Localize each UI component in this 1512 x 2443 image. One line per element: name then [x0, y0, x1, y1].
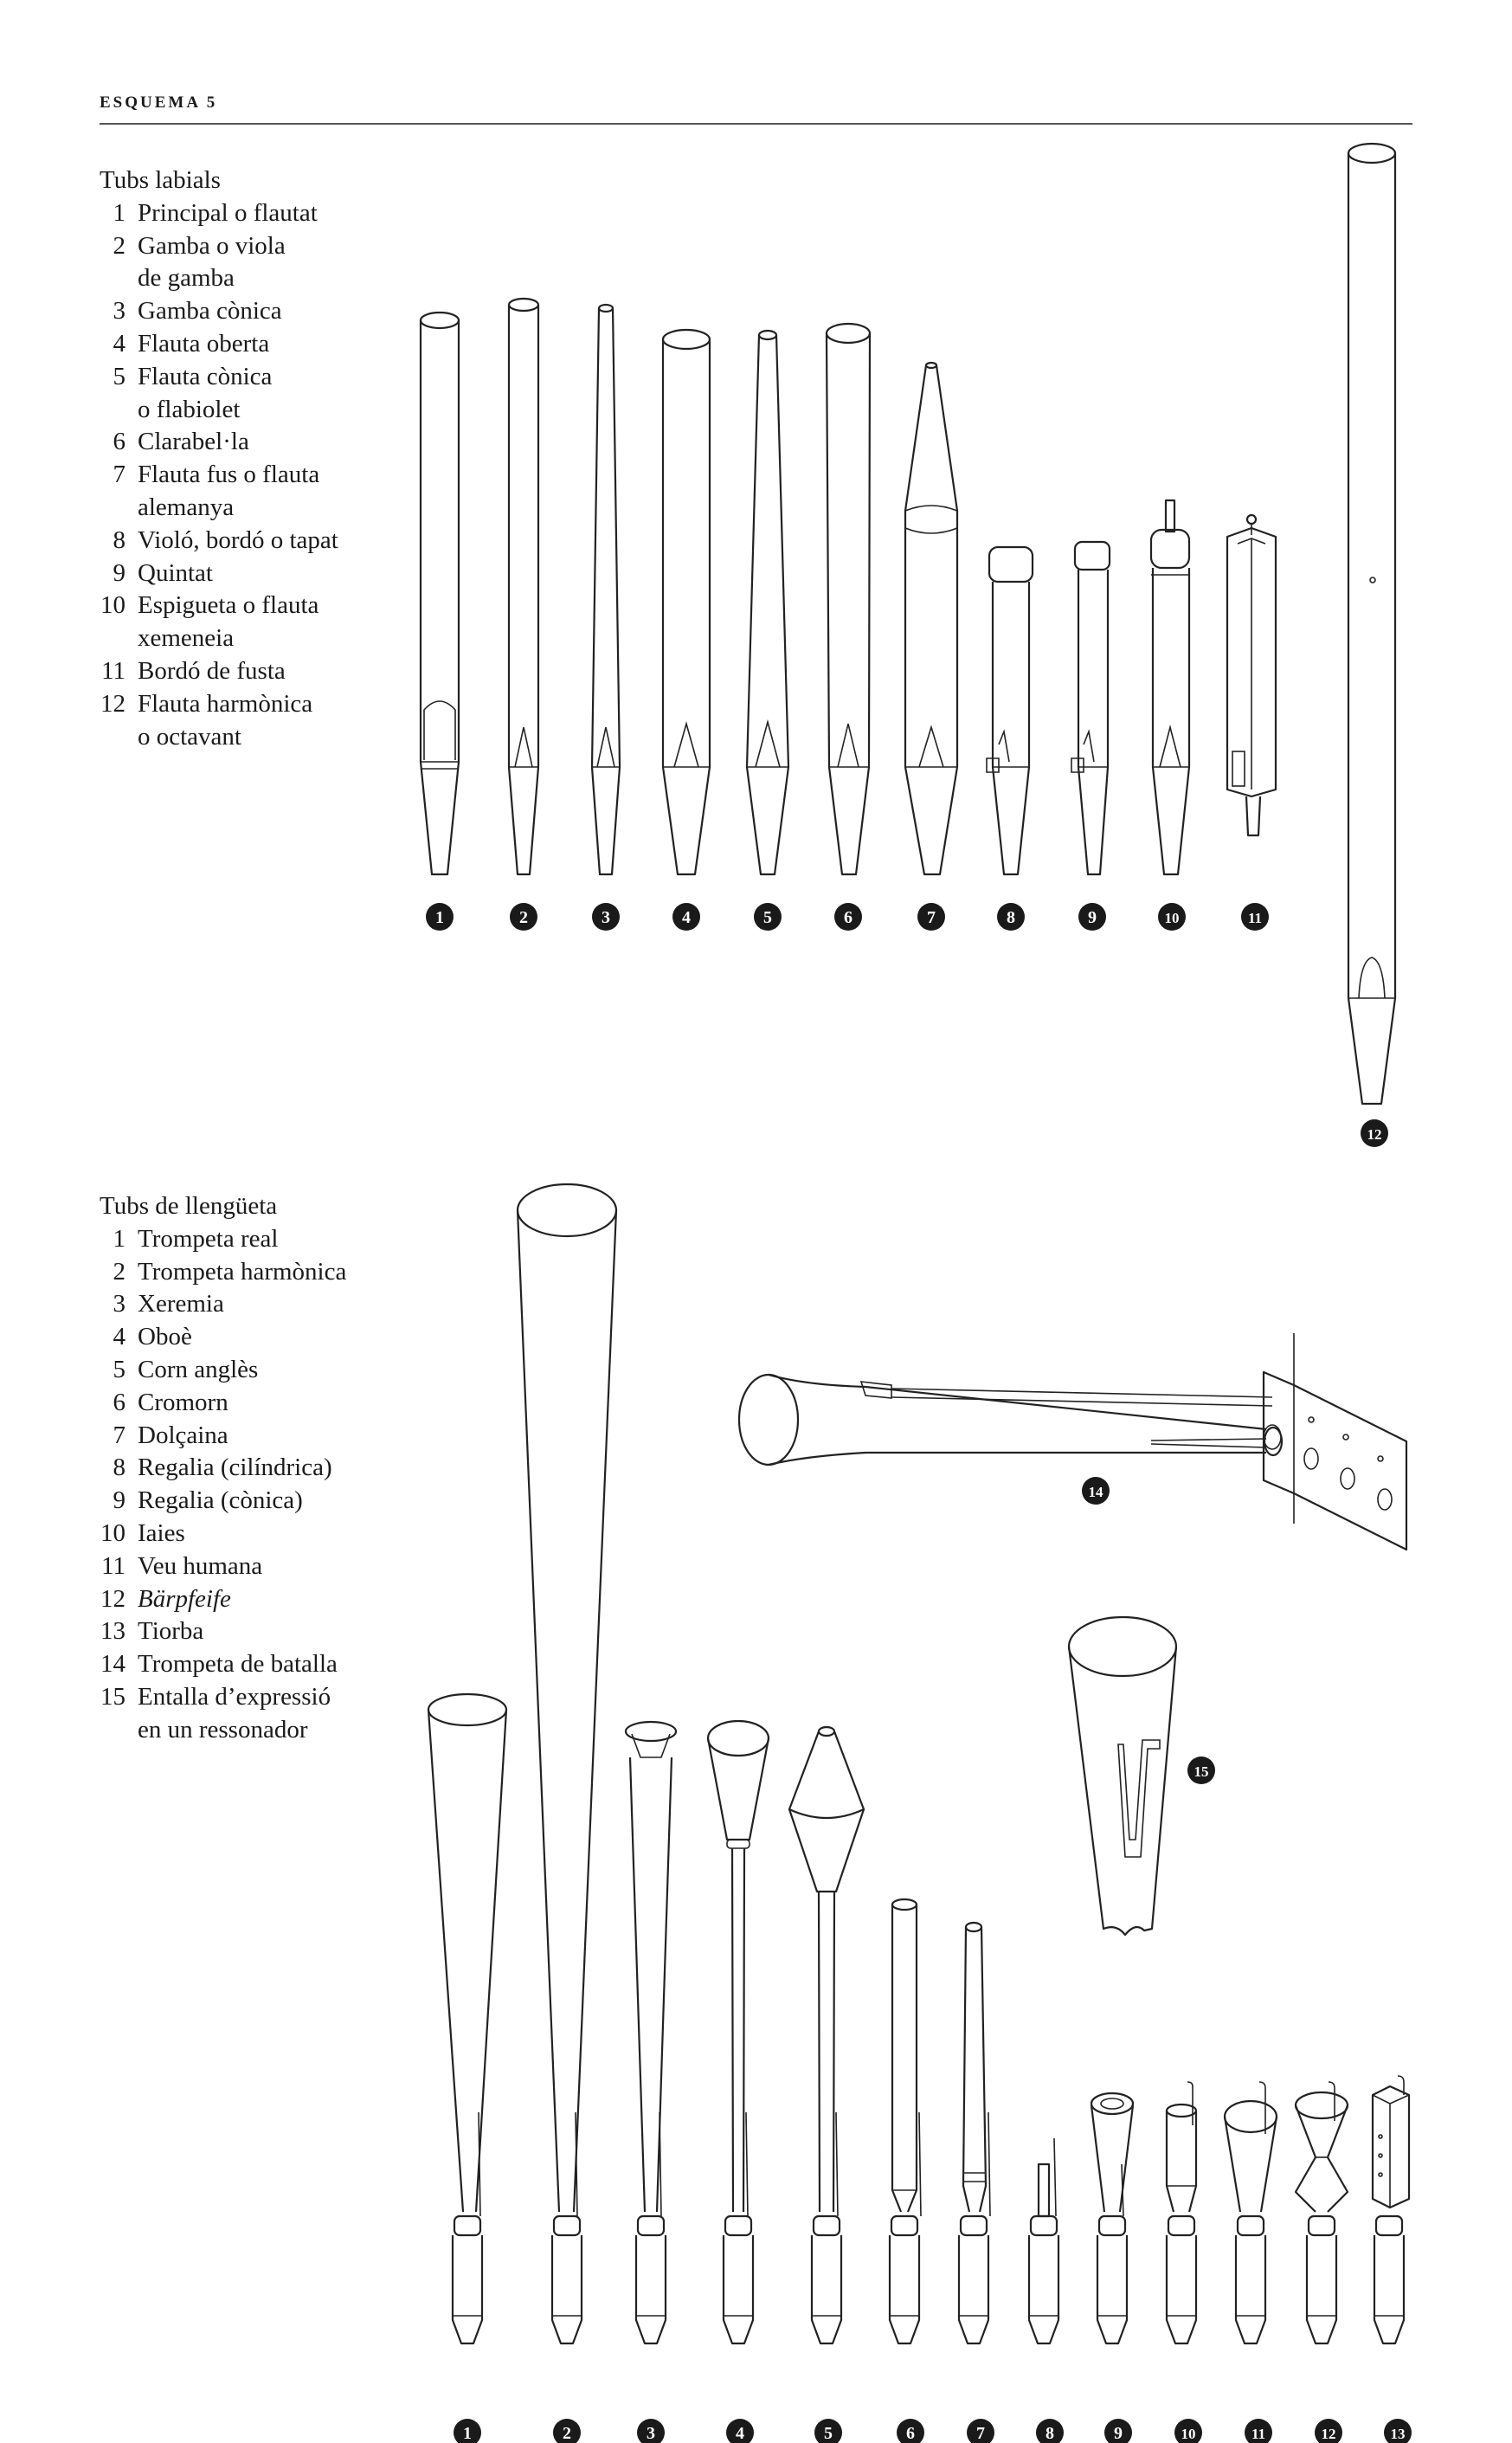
reed-pipe-14-horizontal-trumpet [739, 1333, 1406, 1550]
legend-item-label: Gamba cònica [138, 297, 282, 326]
labials-figure-number-9 [1078, 903, 1106, 931]
badge-number: 8 [1046, 2424, 1054, 2443]
reed-pipe-12 [1296, 2082, 1348, 2343]
legend-item-number: 3 [113, 297, 125, 326]
legend-item-number: 8 [113, 1454, 125, 1482]
badge-number: 11 [1247, 910, 1263, 926]
labials-figure-number-3 [592, 903, 620, 931]
labial-pipe-12 [1348, 144, 1395, 1104]
legend-item-label: Trompeta harmònica [138, 1257, 347, 1286]
legend-item-number: 12 [100, 689, 125, 718]
reed-pipe-9 [1091, 2093, 1133, 2343]
badge-number: 8 [1007, 908, 1015, 927]
badge-number: 11 [1251, 2426, 1266, 2442]
legend-item-label: Veu humana [138, 1551, 263, 1580]
badge-number: 2 [519, 908, 528, 927]
legend-item-label: Trompeta real [138, 1224, 279, 1253]
reed-pipe-11 [1225, 2082, 1277, 2343]
reed-pipe-5 [789, 1727, 864, 2343]
legend-item-number: 2 [113, 231, 125, 260]
badge-number: 10 [1164, 910, 1180, 926]
badge-number: 7 [976, 2424, 985, 2443]
reeds-figure-number-3 [637, 2419, 665, 2443]
badge-number: 2 [563, 2424, 571, 2443]
reed-pipe-3 [626, 1722, 676, 2343]
reed-pipe-4 [708, 1721, 769, 2343]
badge-number: 10 [1181, 2426, 1196, 2442]
legend-item-label: Oboè [138, 1323, 192, 1351]
reeds-figure-number-2 [553, 2419, 581, 2443]
reed-pipe-8 [1029, 2138, 1058, 2343]
labials-figure-number-6 [834, 903, 862, 931]
reed-pipe-1 [428, 1694, 506, 2343]
labial-pipe-8 [987, 547, 1033, 874]
labial-pipe-4 [663, 330, 710, 874]
legend-item-label: Cromorn [138, 1388, 228, 1416]
badge-number: 5 [763, 908, 772, 927]
labial-pipe-10 [1151, 500, 1189, 874]
badge-number: 6 [844, 908, 853, 927]
legend-item-number: 3 [113, 1290, 125, 1318]
legend-item-number: 11 [101, 1551, 125, 1580]
badge-number: 9 [1088, 908, 1097, 927]
legend-item-number: 7 [113, 1421, 125, 1449]
legend-item-label: Tiorba [138, 1617, 204, 1646]
legend-item-number: 9 [113, 1486, 125, 1515]
reed-pipe-2 [518, 1184, 616, 2343]
legend-item-number: 7 [113, 461, 125, 489]
labials-figure-number-11 [1241, 903, 1269, 931]
legend-item-number: 1 [113, 198, 125, 227]
reeds-figure-number-6 [897, 2419, 924, 2443]
legend-item-label: Regalia (cilíndrica) [138, 1454, 332, 1482]
badge-number: 12 [1321, 2426, 1336, 2442]
reed-pipe-13 [1373, 2076, 1409, 2343]
badge-number: 1 [463, 2424, 472, 2443]
reeds-figure-number-9 [1104, 2419, 1132, 2443]
reeds-figure-number-11 [1245, 2419, 1272, 2443]
legend-item-label: Quintat [138, 558, 213, 587]
labials-figure-number-12 [1361, 1119, 1388, 1147]
legend-item-number: 11 [101, 656, 125, 685]
badge-number: 4 [736, 2424, 744, 2443]
badge-number: 1 [435, 908, 444, 927]
reed-pipe-6 [890, 1899, 921, 2343]
legend-item-label: Violó, bordó o tapat [138, 525, 338, 554]
labial-pipe-7 [905, 363, 957, 874]
reeds-figure-number-15 [1187, 1757, 1215, 1784]
legend-item-label: Gamba o viola de gamba [138, 231, 286, 293]
legend-item-label: Xeremia [138, 1290, 224, 1318]
labials-figure-number-7 [917, 903, 945, 931]
labial-pipe-3 [592, 305, 620, 874]
labials-figure-number-10 [1158, 903, 1186, 931]
legend-item-number: 6 [113, 1388, 125, 1416]
reed-pipe-15-resonator-slot [1069, 1617, 1176, 1935]
labials-figure-number-2 [510, 903, 537, 931]
badge-number: 13 [1390, 2426, 1406, 2442]
legend-item-number: 5 [113, 1355, 125, 1383]
legend-item-label: Trompeta de batalla [138, 1650, 338, 1679]
legend-item-number: 10 [100, 591, 125, 620]
legend-item-label: Flauta oberta [138, 329, 270, 358]
legend-item-label: Regalia (cònica) [138, 1486, 303, 1515]
legend-item-number: 2 [113, 1257, 125, 1286]
reeds-figure-number-12 [1315, 2419, 1342, 2443]
legend-item-number: 13 [100, 1617, 125, 1646]
legend-item-number: 6 [113, 428, 125, 456]
legend-item-label: Bärpfeife [138, 1584, 231, 1613]
legend-item-number: 10 [100, 1518, 125, 1547]
legend-item-number: 9 [113, 558, 125, 587]
reed-pipe-10 [1167, 2082, 1196, 2343]
badge-number: 14 [1088, 1484, 1103, 1500]
labial-pipe-9 [1071, 542, 1110, 874]
badge-number: 3 [602, 908, 610, 927]
legend-item-label: Espigueta o flauta xemeneia [138, 591, 319, 653]
badge-number: 4 [682, 908, 691, 927]
badge-number: 5 [824, 2424, 833, 2443]
legend-title: Tubs labials [100, 166, 221, 194]
legend-item-label: Flauta fus o flauta alemanya [138, 461, 320, 521]
reeds-figure-number-10 [1174, 2419, 1202, 2443]
reeds-figure-number-4 [726, 2419, 754, 2443]
legend-item-number: 14 [100, 1650, 125, 1679]
page-header: ESQUEMA 5 [100, 93, 218, 112]
badge-number: 12 [1367, 1126, 1382, 1143]
labials-figure-number-1 [426, 903, 454, 931]
legend-title: Tubs de llengüeta [100, 1192, 278, 1220]
legend-item-number: 12 [100, 1584, 125, 1613]
figure-number-badges [426, 903, 1412, 2443]
legend-item-label: Entalla d’expressió en un ressonador [138, 1682, 331, 1744]
legend-item-label: Principal o flautat [138, 198, 318, 227]
legend-item-label: Bordó de fusta [138, 656, 286, 685]
badge-number: 3 [647, 2424, 655, 2443]
legend-item-label: Flauta cònica o flabiolet [138, 362, 273, 423]
legend-item-label: Dolçaina [138, 1421, 228, 1449]
badge-number: 7 [927, 908, 936, 927]
reeds-figure-number-7 [967, 2419, 994, 2443]
legend-item-number: 5 [113, 362, 125, 390]
reeds-figure-number-13 [1384, 2419, 1412, 2443]
legend-item-number: 8 [113, 525, 125, 554]
badge-number: 15 [1194, 1763, 1209, 1780]
labial-pipe-6 [827, 324, 870, 874]
badge-number: 9 [1114, 2424, 1123, 2443]
labial-pipe-5 [747, 331, 788, 874]
legend-item-number: 15 [100, 1682, 125, 1711]
legend-item-number: 1 [113, 1224, 125, 1253]
reeds-figure-number-1 [454, 2419, 481, 2443]
reeds-figure-number-14 [1082, 1477, 1110, 1505]
legend-item-number: 4 [113, 1323, 125, 1351]
labial-pipe-11 [1227, 515, 1276, 835]
reed-pipe-7 [959, 1923, 990, 2343]
labial-pipe-1 [421, 313, 459, 874]
labials-figure-number-5 [754, 903, 782, 931]
labials-figure-number-4 [672, 903, 700, 931]
legend-item-label: Clarabel·la [138, 428, 249, 456]
legend-item-label: Iaies [138, 1518, 185, 1547]
labials-figure-number-8 [997, 903, 1025, 931]
reeds-figure-number-8 [1036, 2419, 1064, 2443]
badge-number: 6 [906, 2424, 915, 2443]
legend-item-label: Corn anglès [138, 1355, 259, 1383]
legend-item-label: Flauta harmònica o octavant [138, 689, 313, 751]
reeds-figure-number-5 [814, 2419, 842, 2443]
labial-pipe-2 [509, 299, 538, 874]
legend-item-number: 4 [113, 329, 125, 358]
